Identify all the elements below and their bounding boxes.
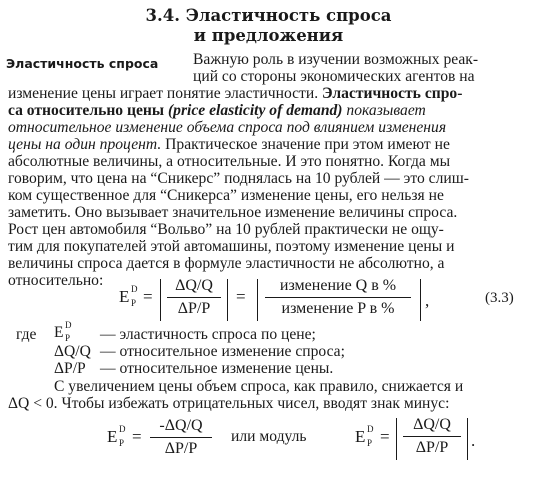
denominator: ΔP/P: [167, 297, 221, 318]
paragraph-line: С увеличением цены объем спроса, как правило, снижается и: [54, 378, 464, 395]
elasticity-symbol: E: [355, 427, 366, 446]
paragraph-line: [8, 85, 462, 103]
numerator: изменение Q в %: [279, 277, 397, 294]
fraction-percent: [265, 277, 411, 318]
fraction-modulus: [403, 416, 461, 457]
numerator: ΔQ/Q: [175, 277, 213, 294]
denominator: ΔP/P: [403, 436, 461, 457]
elasticity-symbol: E: [119, 287, 130, 306]
subscript: P: [367, 438, 373, 448]
where-word: где: [16, 326, 37, 343]
definition-italic: показывает: [346, 102, 426, 119]
subscript: P: [119, 438, 125, 448]
delta-q-symbol: ΔQ/Q: [54, 343, 91, 360]
or-modulus-text: или модуль: [231, 428, 307, 445]
trailing-period: .: [471, 431, 476, 450]
term-definition-bold: Эластичность спро-: [322, 85, 463, 102]
superscript: D: [131, 284, 138, 294]
paragraph-line: [8, 102, 426, 120]
term-definition-bold: са относительно цены: [8, 102, 165, 119]
definition-text: — относительное изменение цены.: [100, 360, 334, 377]
fraction-negative: [150, 417, 212, 458]
paragraph-line: абсолютные величины, а относительные. И это понятно. Когда мы: [8, 153, 451, 170]
fraction-relative: [167, 277, 221, 318]
paragraph-line: относительное изменение объема спроса под влиянием изменения: [8, 119, 447, 136]
numerator: ΔQ/Q: [413, 416, 451, 433]
subscript: P: [65, 333, 71, 343]
denominator: изменение P в %: [265, 297, 411, 318]
abs-bar: [227, 279, 228, 321]
definition-text: — эластичность спроса по цене;: [100, 326, 316, 343]
definition-italic: цены на один процент.: [8, 136, 162, 153]
delta-p-symbol: ΔP/P: [54, 360, 86, 377]
paragraph-line: говорим, что цена на “Сникерс” поднялась на 10 рублей — это слиш-: [8, 170, 469, 187]
abs-bar: [396, 418, 397, 460]
abs-bar: [467, 418, 468, 460]
paragraph-line: [8, 136, 450, 154]
abs-bar: [160, 279, 161, 321]
superscript: D: [65, 320, 72, 330]
superscript: D: [119, 424, 126, 434]
section-title-line-2: и предложения: [193, 26, 344, 45]
elasticity-symbol: E: [107, 427, 118, 446]
equation-number: (3.3): [485, 290, 514, 306]
equals-sign: =: [236, 287, 246, 306]
equals-sign: =: [380, 427, 390, 446]
paragraph-line: заметить. Оно вызывает значительное изменение величины спроса.: [8, 204, 458, 221]
paragraph-text: изменение цены играет понятие эластичности.: [8, 85, 319, 102]
paragraph-line: ком существенное для “Сникерса” изменение цены, его нельзя не: [8, 187, 444, 204]
trailing-comma: ,: [425, 291, 430, 310]
paragraph-line: ΔQ < 0. Чтобы избежать отрицательных чисел, вводят знак минус:: [8, 395, 450, 412]
equals-sign: =: [143, 287, 153, 306]
paragraph-line: Рост цен автомобиля “Вольво” на 10 рублей практически не ощу-: [8, 221, 444, 238]
abs-bar: [257, 279, 258, 321]
paragraph-text: Практическое значение при этом имеют не: [165, 136, 450, 153]
denominator: ΔP/P: [150, 437, 212, 458]
margin-term-label: Эластичность спроса: [6, 56, 159, 71]
elasticity-symbol: E: [54, 324, 64, 341]
paragraph-line: Важную роль в изучении возможных реак-: [193, 51, 479, 68]
paragraph-line: относительно:: [8, 272, 104, 289]
equals-sign: =: [132, 427, 142, 446]
paragraph-line: тим для покупателей этой автомашины, поэтому изменение цены и: [8, 238, 455, 255]
section-title-line-1: 3.4. Эластичность спроса: [145, 6, 392, 25]
subscript: P: [131, 298, 137, 308]
paragraph-line: ций со стороны экономических агентов на: [193, 68, 475, 85]
abs-bar: [420, 279, 421, 321]
definition-text: — относительное изменение спроса;: [100, 343, 345, 360]
paragraph-line: величины спроса дается в формуле эластичности не абсолютно, а: [8, 255, 445, 272]
numerator: -ΔQ/Q: [159, 417, 203, 434]
english-term: (price elasticity of demand): [167, 102, 343, 119]
superscript: D: [367, 424, 374, 434]
